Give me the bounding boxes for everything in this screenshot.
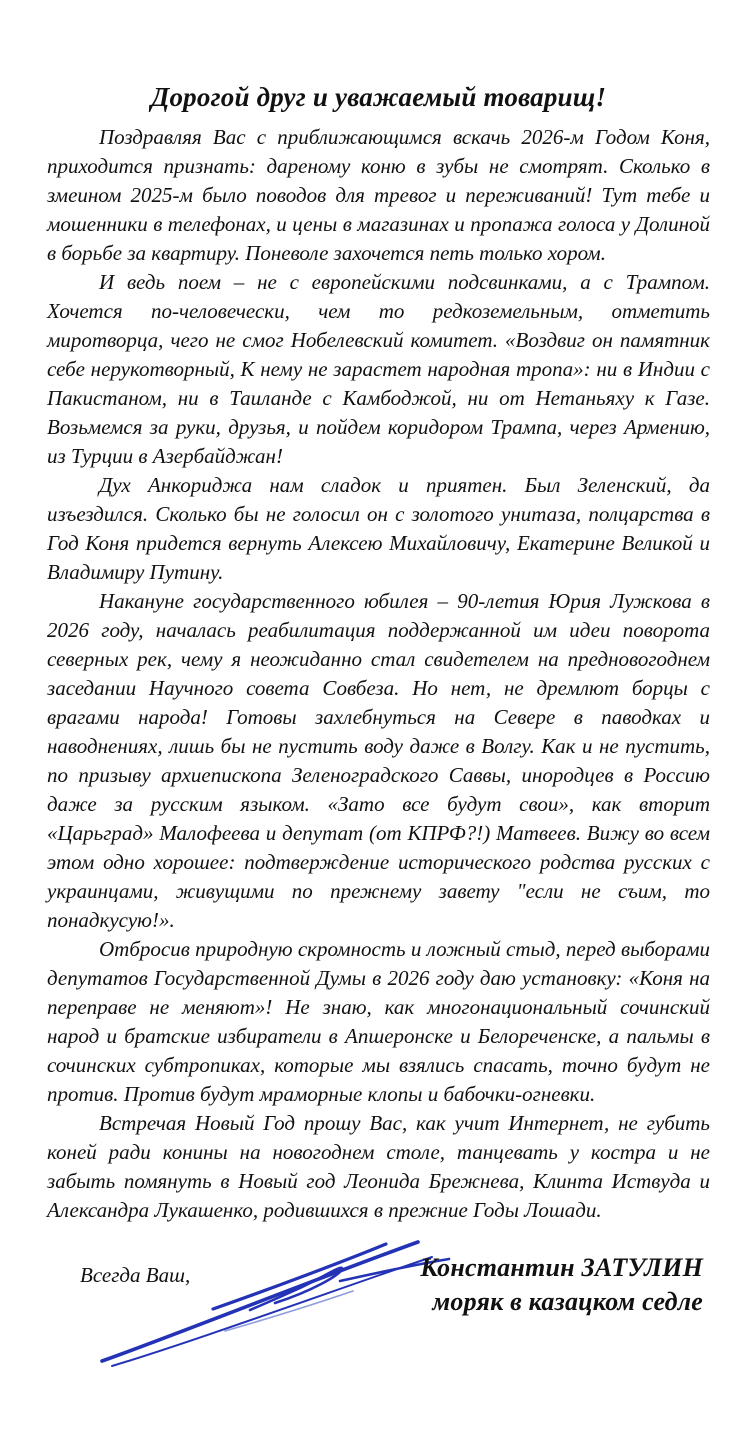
signatory-name: Константин ЗАТУЛИН bbox=[420, 1253, 703, 1282]
signatory bbox=[420, 1251, 703, 1319]
signatory-role: моряк в казацком седле bbox=[432, 1287, 703, 1316]
letter-paragraph: Отбросив природную скромность и ложный стыд, перед выборами депутатов Государственной Думы в 2026 году даю установку: «Коня на переправе не меняют»! Не знаю, как многонациональный сочинский народ и братские избиратели в Апшеронске и Белореченске, а пальмы в сочинских субтропиках, которые мы взялись спасать, точно будут не против. Против будут мраморные клопы и бабочки-огневки. bbox=[47, 937, 710, 1106]
handwritten-signature-icon bbox=[90, 1233, 470, 1373]
letter-paragraph: Накануне государственного юбилея – 90-летия Юрия Лужкова в 2026 году, началась реабилитация поддержанной им идеи поворота северных рек, чему я неожиданно стал свидетелем на предновогоднем заседании Научного совета Совбеза. Но нет, не дремлют борцы с врагами народа! Готовы захлебнуться на Севере в паводках и наводнениях, лишь бы не пустить воду даже в Волгу. Как и не пустить, по призыву архиепископа Зеленоградского Саввы, инородцев в Россию даже за русским языком. «Зато все будут свои», как вторит «Царьград» Малофеева и депутат (от КПРФ?!) Матвеев. Вижу во всем этом одно хорошее: подтверждение исторического родства русских с украинцами, живущими по прежнему завету "если не съим, то понадкусую!». bbox=[47, 589, 710, 932]
letter-title: Дорогой друг и уважаемый товарищ! bbox=[150, 82, 607, 112]
letter-paragraph: Поздравляя Вас с приближающимся вскачь 2026-м Годом Коня, приходится признать: дареному коню в зубы не смотрят. Сколько в змеином 2025-м было поводов для тревог и переживаний! Тут тебе и мошенники в телефонах, и цены в магазинах и пропажа голоса у Долиной в борьбе за квартиру. Поневоле захочется петь только хором. bbox=[47, 125, 710, 265]
letter-paragraph: Встречая Новый Год прошу Вас, как учит Интернет, не губить коней ради конины на новогоднем столе, танцевать у костра и не забыть помянуть в Новый год Леонида Брежнева, Клинта Иствуда и Александра Лукашенко, родившихся в прежние Годы Лошади. bbox=[47, 1111, 710, 1222]
signature-block bbox=[47, 1233, 710, 1433]
letter-paragraph: И ведь поем – не с европейскими подсвинками, а с Трампом. Хочется по-человечески, чем то редкоземельным, отметить миротворца, чего не смог Нобелевский комитет. «Воздвиг он памятник себе нерукотворный, К нему не зарастет народная тропа»: ни в Индии с Пакистаном, ни в Таиланде с Камбоджой, ни от Нетаньяху к Газе. Возьмемся за руки, друзья, и пойдем коридором Трампа, через Армению, из Турции в Азербайджан! bbox=[47, 270, 710, 468]
letter-paragraph: Дух Анкориджа нам сладок и приятен. Был Зеленский, да изъездился. Сколько бы не голосил он с золотого унитаза, полцарства в Год Коня придется вернуть Алексею Михайловичу, Екатерине Великой и Владимиру Путину. bbox=[47, 473, 710, 584]
closing-text: Всегда Ваш, bbox=[80, 1263, 191, 1287]
